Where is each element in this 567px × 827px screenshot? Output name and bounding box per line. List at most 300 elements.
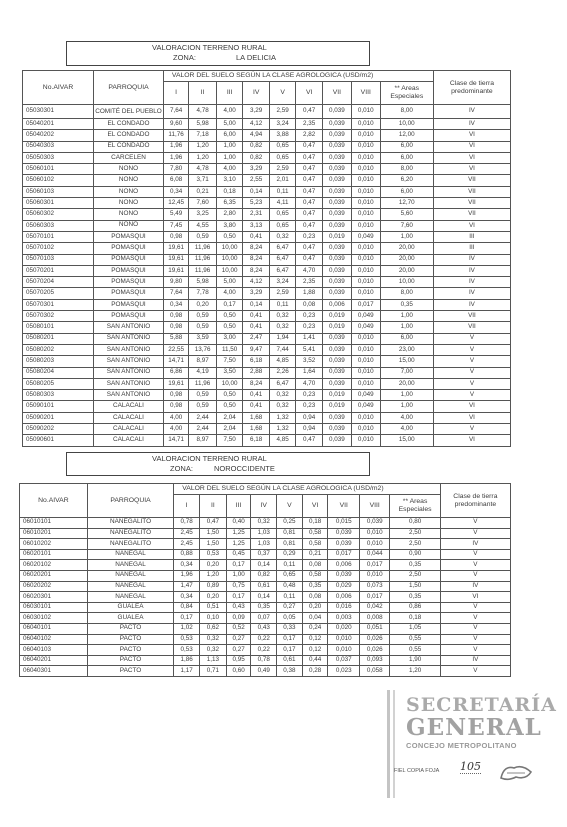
cell-value-class-i: 19,61 [163, 254, 188, 265]
cell-value-class-vi: 0,47 [296, 175, 323, 186]
cell-value-class-viii: 0,010 [360, 539, 390, 550]
cell-aivar-code: 06020101 [20, 549, 88, 560]
section2-title: VALORACION TERRENO RURAL [152, 454, 267, 463]
header-class-i: I [174, 495, 200, 518]
cell-value-class-iii: 6,00 [216, 130, 243, 141]
cell-areas-especiales: 8,00 [380, 164, 433, 175]
cell-value-class-vi: 0,58 [302, 528, 328, 539]
cell-value-class-vi: 0,08 [296, 299, 323, 310]
cell-value-class-iv: 8,24 [243, 378, 270, 389]
stamp-line3: CONCEJO METROPOLITANO [406, 741, 517, 750]
cell-value-class-viii: 0,044 [360, 549, 390, 560]
cell-value-class-iv: 2,31 [243, 209, 270, 220]
cell-clase-tierra: IV [433, 265, 510, 276]
cell-clase-tierra: V [440, 602, 510, 613]
cell-value-class-ii: 0,62 [199, 623, 226, 634]
cell-value-class-vii: 0,039 [322, 412, 351, 423]
cell-value-class-iii: 3,00 [216, 333, 243, 344]
cell-value-class-v: 3,24 [269, 277, 296, 288]
cell-value-class-vi: 3,52 [296, 356, 323, 367]
cell-value-class-vi: 0,47 [296, 152, 323, 163]
cell-value-class-v: 2,59 [269, 288, 296, 299]
table-row [20, 645, 511, 656]
cell-value-class-i: 0,98 [163, 401, 188, 412]
cell-parroquia: SAN ANTONIO [94, 367, 164, 378]
cell-value-class-viii: 0,042 [360, 602, 390, 613]
cell-value-class-vii: 0,039 [328, 528, 360, 539]
cell-areas-especiales: 6,00 [380, 186, 433, 197]
cell-aivar-code: 06040101 [20, 623, 88, 634]
cell-clase-tierra: VII [433, 186, 510, 197]
cell-value-class-vi: 0,28 [302, 666, 328, 677]
cell-value-class-vii: 0,020 [328, 623, 360, 634]
cell-aivar-code: 06020301 [20, 592, 88, 603]
cell-value-class-iv: 2,88 [243, 367, 270, 378]
cell-value-class-ii: 0,32 [199, 645, 226, 656]
cell-value-class-iii: 10,00 [216, 254, 243, 265]
cell-clase-tierra: VI [433, 141, 510, 152]
cell-value-class-ii: 4,19 [189, 367, 217, 378]
stamp-side-bar [386, 688, 400, 800]
cell-aivar-code: 05060302 [23, 209, 94, 220]
cell-value-class-vii: 0,017 [328, 549, 360, 560]
cell-value-class-viii: 0,010 [351, 344, 380, 355]
cell-value-class-i: 0,34 [174, 592, 200, 603]
cell-aivar-code: 05060101 [23, 164, 94, 175]
cell-parroquia: EL CONDADO [94, 130, 164, 141]
cell-value-class-vii: 0,019 [322, 231, 351, 242]
cell-value-class-ii: 5,98 [189, 277, 217, 288]
cell-aivar-code: 05080201 [23, 333, 94, 344]
cell-areas-especiales: 6,00 [380, 152, 433, 163]
cell-value-class-vi: 0,47 [296, 198, 323, 209]
cell-value-class-vii: 0,039 [322, 344, 351, 355]
cell-value-class-ii: 0,59 [189, 401, 217, 412]
cell-value-class-ii: 11,96 [189, 265, 217, 276]
cell-value-class-v: 0,25 [277, 518, 303, 529]
cell-value-class-i: 12,45 [163, 198, 188, 209]
cell-value-class-iv: 0,43 [251, 623, 277, 634]
cell-value-class-vi: 0,04 [302, 613, 328, 624]
cell-value-class-ii: 0,59 [189, 311, 217, 322]
cell-value-class-iii: 11,50 [216, 344, 243, 355]
cell-value-class-iv: 0,78 [251, 655, 277, 666]
cell-clase-tierra: VI [433, 164, 510, 175]
valuation-table-noroccidente [19, 483, 511, 677]
cell-areas-especiales: 1,00 [380, 311, 433, 322]
table-row [23, 299, 511, 310]
cell-value-class-ii: 11,96 [189, 254, 217, 265]
cell-value-class-vi: 0,23 [296, 390, 323, 401]
cell-value-class-vii: 0,039 [322, 356, 351, 367]
cell-parroquia: NANEGAL [87, 581, 173, 592]
cell-value-class-ii: 0,20 [189, 299, 217, 310]
cell-value-class-iv: 0,07 [251, 613, 277, 624]
cell-value-class-vi: 0,58 [302, 570, 328, 581]
cell-value-class-i: 9,80 [163, 277, 188, 288]
folio-number: 105 [460, 760, 481, 773]
cell-value-class-i: 7,64 [163, 105, 188, 119]
cell-value-class-i: 0,84 [174, 602, 200, 613]
cell-value-class-ii: 7,18 [189, 130, 217, 141]
cell-parroquia: POMASQUI [94, 311, 164, 322]
cell-value-class-vii: 0,039 [322, 130, 351, 141]
cell-clase-tierra: V [440, 549, 510, 560]
cell-aivar-code: 05040202 [23, 130, 94, 141]
header-areas-especiales: ** Areas Especiales [380, 82, 433, 105]
cell-value-class-iv: 0,14 [251, 560, 277, 571]
table-row [23, 231, 511, 242]
header-class-viii: VIII [360, 495, 390, 518]
table-row [23, 435, 511, 446]
cell-value-class-iii: 0,50 [216, 390, 243, 401]
cell-value-class-vii: 0,003 [328, 613, 360, 624]
cell-value-class-viii: 0,010 [360, 570, 390, 581]
cell-clase-tierra: VII [433, 311, 510, 322]
cell-value-class-vi: 2,35 [296, 277, 323, 288]
cell-aivar-code: 05070103 [23, 254, 94, 265]
cell-areas-especiales: 5,60 [380, 209, 433, 220]
section1-title-box [66, 41, 370, 66]
cell-value-class-iii: 0,40 [226, 518, 251, 529]
cell-parroquia: EL CONDADO [94, 119, 164, 130]
cell-aivar-code: 05080101 [23, 322, 94, 333]
cell-value-class-iii: 5,00 [216, 277, 243, 288]
header-parroquia: PARROQUIA [87, 484, 173, 518]
cell-value-class-vii: 0,006 [322, 299, 351, 310]
cell-value-class-iv: 0,14 [243, 299, 270, 310]
cell-value-class-viii: 0,010 [351, 130, 380, 141]
cell-value-class-iii: 3,10 [216, 175, 243, 186]
cell-value-class-vi: 0,47 [296, 186, 323, 197]
cell-value-class-vi: 4,70 [296, 378, 323, 389]
table-row [20, 666, 511, 677]
cell-areas-especiales: 2,50 [390, 570, 440, 581]
cell-areas-especiales: 7,00 [380, 367, 433, 378]
cell-areas-especiales: 1,00 [380, 401, 433, 412]
cell-value-class-iii: 0,17 [226, 592, 251, 603]
cell-value-class-vii: 0,039 [322, 277, 351, 288]
cell-aivar-code: 05070302 [23, 311, 94, 322]
cell-clase-tierra: V [440, 560, 510, 571]
cell-aivar-code: 06010201 [20, 528, 88, 539]
cell-areas-especiales: 0,90 [390, 549, 440, 560]
table-row [23, 243, 511, 254]
quito-seal-icon [498, 762, 534, 782]
cell-value-class-i: 1,86 [174, 655, 200, 666]
cell-value-class-ii: 0,32 [199, 634, 226, 645]
cell-value-class-i: 14,71 [163, 435, 188, 446]
cell-value-class-vii: 0,039 [322, 209, 351, 220]
cell-value-class-vii: 0,039 [322, 164, 351, 175]
cell-areas-especiales: 6,20 [380, 175, 433, 186]
cell-value-class-v: 0,05 [277, 613, 303, 624]
section1-zone-value: LA DELICIA [236, 53, 277, 62]
cell-parroquia: PACTO [87, 623, 173, 634]
header-code: No.AIVAR [20, 484, 88, 518]
cell-value-class-ii: 0,51 [199, 602, 226, 613]
cell-value-class-i: 0,98 [163, 390, 188, 401]
table-row [23, 378, 511, 389]
cell-value-class-iv: 0,37 [251, 549, 277, 560]
cell-areas-especiales: 0,35 [390, 592, 440, 603]
cell-parroquia: SAN ANTONIO [94, 344, 164, 355]
cell-clase-tierra: VII [433, 209, 510, 220]
cell-aivar-code: 05080303 [23, 390, 94, 401]
cell-aivar-code: 05060303 [23, 220, 94, 231]
cell-value-class-viii: 0,051 [360, 623, 390, 634]
cell-value-class-vii: 0,039 [322, 254, 351, 265]
cell-areas-especiales: 6,00 [380, 333, 433, 344]
cell-value-class-iii: 0,60 [226, 666, 251, 677]
cell-value-class-viii: 0,049 [351, 401, 380, 412]
cell-aivar-code: 05090601 [23, 435, 94, 446]
cell-clase-tierra: IV [440, 655, 510, 666]
cell-parroquia: POMASQUI [94, 254, 164, 265]
cell-value-class-i: 0,17 [174, 613, 200, 624]
cell-value-class-vii: 0,039 [322, 105, 351, 119]
header-class-vii: VII [328, 495, 360, 518]
cell-areas-especiales: 15,00 [380, 356, 433, 367]
cell-value-class-iii: 2,04 [216, 412, 243, 423]
cell-value-class-viii: 0,010 [360, 528, 390, 539]
cell-value-class-iv: 8,24 [243, 243, 270, 254]
cell-aivar-code: 05060103 [23, 186, 94, 197]
cell-value-class-ii: 11,96 [189, 378, 217, 389]
section1-title: VALORACION TERRENO RURAL [152, 43, 267, 52]
cell-value-class-vi: 1,64 [296, 367, 323, 378]
cell-parroquia: NONO [94, 220, 164, 231]
cell-parroquia: SAN ANTONIO [94, 322, 164, 333]
cell-areas-especiales: 0,35 [380, 299, 433, 310]
cell-value-class-v: 0,33 [277, 623, 303, 634]
cell-clase-tierra: III [433, 243, 510, 254]
cell-value-class-ii: 8,97 [189, 435, 217, 446]
cell-value-class-v: 1,32 [269, 424, 296, 435]
cell-aivar-code: 06040301 [20, 666, 88, 677]
cell-value-class-vii: 0,039 [322, 220, 351, 231]
cell-value-class-i: 7,64 [163, 288, 188, 299]
cell-areas-especiales: 1,90 [390, 655, 440, 666]
cell-value-class-vi: 0,47 [296, 209, 323, 220]
cell-value-class-i: 19,61 [163, 243, 188, 254]
cell-value-class-viii: 0,017 [360, 560, 390, 571]
header-clase: Clase de tierra predominante [440, 484, 510, 518]
table-row [23, 367, 511, 378]
cell-value-class-vi: 0,47 [296, 435, 323, 446]
cell-areas-especiales: 1,00 [380, 322, 433, 333]
cell-aivar-code: 05080203 [23, 356, 94, 367]
cell-clase-tierra: V [440, 613, 510, 624]
cell-value-class-i: 1,17 [174, 666, 200, 677]
table-row [20, 592, 511, 603]
cell-value-class-viii: 0,010 [351, 367, 380, 378]
cell-value-class-ii: 7,78 [189, 288, 217, 299]
cell-value-class-i: 0,98 [163, 231, 188, 242]
cell-aivar-code: 05090201 [23, 412, 94, 423]
cell-value-class-iv: 4,12 [243, 277, 270, 288]
cell-aivar-code: 05030301 [23, 105, 94, 119]
cell-clase-tierra: V [440, 634, 510, 645]
cell-value-class-vi: 0,47 [296, 164, 323, 175]
cell-value-class-viii: 0,026 [360, 645, 390, 656]
cell-value-class-v: 7,44 [269, 344, 296, 355]
cell-parroquia: PACTO [87, 645, 173, 656]
cell-value-class-ii: 0,89 [199, 581, 226, 592]
cell-areas-especiales: 23,00 [380, 344, 433, 355]
table-row [23, 311, 511, 322]
cell-clase-tierra: IV [433, 277, 510, 288]
table-row [23, 344, 511, 355]
cell-value-class-i: 2,45 [174, 528, 200, 539]
cell-value-class-ii: 0,21 [189, 186, 217, 197]
cell-areas-especiales: 12,00 [380, 130, 433, 141]
cell-value-class-vi: 1,41 [296, 333, 323, 344]
cell-value-class-vi: 0,94 [296, 424, 323, 435]
cell-value-class-v: 0,65 [269, 141, 296, 152]
table-row [23, 198, 511, 209]
cell-clase-tierra: VI [433, 220, 510, 231]
cell-value-class-iii: 2,04 [216, 424, 243, 435]
cell-parroquia: NONO [94, 175, 164, 186]
cell-value-class-i: 1,47 [174, 581, 200, 592]
cell-value-class-i: 2,45 [174, 539, 200, 550]
cell-value-class-vii: 0,039 [322, 152, 351, 163]
cell-clase-tierra: V [433, 378, 510, 389]
cell-parroquia: PACTO [87, 634, 173, 645]
cell-value-class-iv: 3,29 [243, 164, 270, 175]
section1-zone-label: ZONA: [173, 53, 196, 62]
cell-parroquia: PACTO [87, 655, 173, 666]
header-clase: Clase de tierra predominante [433, 71, 510, 105]
cell-parroquia: EL CONDADO [94, 141, 164, 152]
cell-aivar-code: 06040103 [20, 645, 88, 656]
cell-value-class-v: 0,65 [269, 209, 296, 220]
cell-value-class-iii: 0,17 [216, 299, 243, 310]
cell-value-class-viii: 0,073 [360, 581, 390, 592]
table-row [20, 528, 511, 539]
header-class-vi: VI [302, 495, 328, 518]
cell-areas-especiales: 0,35 [390, 560, 440, 571]
cell-value-class-iii: 0,18 [216, 186, 243, 197]
cell-value-class-v: 0,32 [269, 390, 296, 401]
cell-clase-tierra: VII [433, 175, 510, 186]
cell-value-class-i: 19,61 [163, 378, 188, 389]
cell-value-class-ii: 0,20 [199, 560, 226, 571]
cell-value-class-iii: 1,25 [226, 539, 251, 550]
cell-clase-tierra: VII [433, 322, 510, 333]
cell-value-class-v: 0,81 [277, 539, 303, 550]
cell-value-class-vii: 0,010 [328, 634, 360, 645]
cell-value-class-ii: 7,60 [189, 198, 217, 209]
cell-value-class-iii: 0,17 [226, 560, 251, 571]
table-row [23, 277, 511, 288]
cell-value-class-vii: 0,039 [322, 175, 351, 186]
cell-aivar-code: 05040201 [23, 119, 94, 130]
cell-value-class-ii: 3,25 [189, 209, 217, 220]
cell-value-class-v: 0,61 [277, 655, 303, 666]
cell-value-class-v: 0,17 [277, 634, 303, 645]
cell-parroquia: NONO [94, 186, 164, 197]
table-row [20, 539, 511, 550]
cell-value-class-vi: 0,23 [296, 311, 323, 322]
table-row [23, 401, 511, 412]
cell-value-class-ii: 3,71 [189, 175, 217, 186]
cell-value-class-viii: 0,049 [351, 231, 380, 242]
cell-value-class-v: 0,32 [269, 231, 296, 242]
cell-value-class-vi: 0,20 [302, 602, 328, 613]
cell-value-class-ii: 2,44 [189, 424, 217, 435]
cell-value-class-vi: 0,12 [302, 645, 328, 656]
cell-areas-especiales: 1,00 [380, 231, 433, 242]
cell-value-class-vi: 0,94 [296, 412, 323, 423]
cell-value-class-viii: 0,008 [360, 613, 390, 624]
cell-value-class-vi: 0,47 [296, 105, 323, 119]
cell-value-class-vii: 0,037 [328, 655, 360, 666]
cell-value-class-viii: 0,058 [360, 666, 390, 677]
header-valor-group: VALOR DEL SUELO SEGÚN LA CLASE AGROLOGICA (USD/m2) [163, 71, 433, 82]
cell-value-class-ii: 8,97 [189, 356, 217, 367]
table-row [20, 623, 511, 634]
cell-value-class-vii: 0,039 [322, 367, 351, 378]
cell-value-class-vi: 0,23 [296, 231, 323, 242]
cell-value-class-vi: 0,21 [302, 549, 328, 560]
cell-value-class-iii: 3,50 [216, 367, 243, 378]
cell-aivar-code: 05040303 [23, 141, 94, 152]
cell-value-class-viii: 0,010 [351, 378, 380, 389]
table-row [23, 288, 511, 299]
cell-value-class-iii: 1,25 [226, 528, 251, 539]
cell-value-class-iv: 3,13 [243, 220, 270, 231]
stamp-line2: GENERAL [406, 714, 542, 741]
cell-value-class-v: 0,38 [277, 666, 303, 677]
cell-value-class-iv: 0,41 [243, 311, 270, 322]
cell-value-class-vii: 0,039 [328, 539, 360, 550]
cell-value-class-i: 19,61 [163, 265, 188, 276]
cell-value-class-vi: 0,47 [296, 141, 323, 152]
cell-value-class-iii: 7,50 [216, 356, 243, 367]
cell-value-class-iv: 2,55 [243, 175, 270, 186]
cell-value-class-vi: 1,88 [296, 288, 323, 299]
cell-clase-tierra: VI [440, 592, 510, 603]
cell-value-class-vi: 2,82 [296, 130, 323, 141]
header-class-iii: III [226, 495, 251, 518]
cell-parroquia: POMASQUI [94, 277, 164, 288]
table-row [20, 518, 511, 529]
cell-value-class-v: 1,94 [269, 333, 296, 344]
cell-value-class-vii: 0,039 [322, 435, 351, 446]
cell-parroquia: SAN ANTONIO [94, 356, 164, 367]
cell-value-class-vii: 0,039 [322, 265, 351, 276]
cell-value-class-iii: 0,50 [216, 311, 243, 322]
cell-value-class-vii: 0,019 [322, 401, 351, 412]
section2-title-box [66, 452, 370, 476]
table-row [23, 141, 511, 152]
cell-areas-especiales: 4,00 [380, 424, 433, 435]
cell-parroquia: POMASQUI [94, 265, 164, 276]
cell-value-class-viii: 0,049 [351, 390, 380, 401]
cell-value-class-vii: 0,019 [322, 311, 351, 322]
cell-value-class-v: 2,59 [269, 105, 296, 119]
cell-clase-tierra: IV [433, 288, 510, 299]
cell-clase-tierra: V [433, 390, 510, 401]
cell-value-class-viii: 0,010 [351, 435, 380, 446]
cell-value-class-v: 0,11 [269, 299, 296, 310]
table-row [20, 560, 511, 571]
header-areas-especiales: ** Areas Especiales [390, 495, 440, 518]
cell-clase-tierra: VII [433, 198, 510, 209]
cell-value-class-iv: 0,49 [251, 666, 277, 677]
